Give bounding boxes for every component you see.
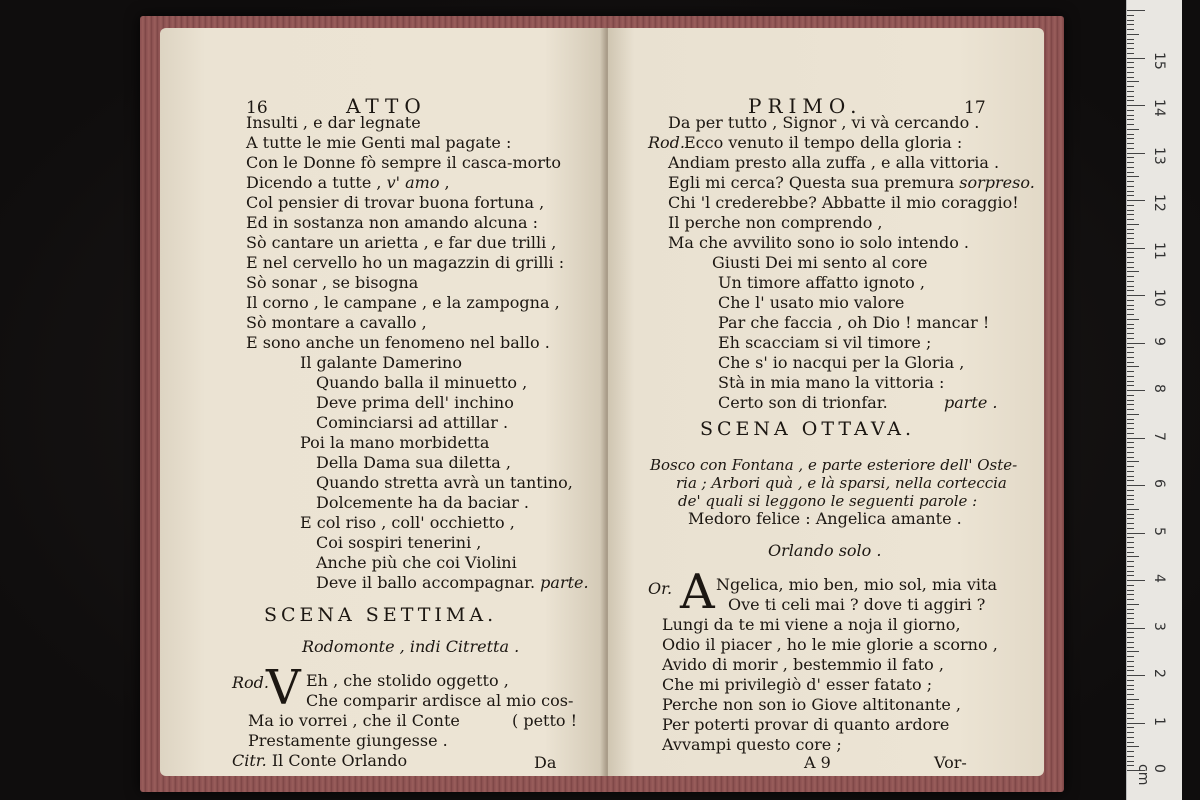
ruler-tick	[1127, 423, 1134, 424]
dialogue-line: Che comparir ardisce al mio cos-	[306, 691, 574, 710]
ruler-tick	[1127, 362, 1134, 363]
ruler-tick	[1127, 29, 1134, 30]
ruler-tick	[1127, 670, 1134, 671]
ruler-tick	[1127, 685, 1134, 686]
ruler-tick	[1127, 756, 1134, 757]
ruler-tick	[1127, 718, 1134, 719]
ruler-tick	[1127, 604, 1139, 605]
aria-line: Par che faccia , oh Dio ! mancar !	[718, 313, 990, 332]
aria-line: Giusti Dei mi sento al core	[712, 253, 928, 272]
ruler-tick	[1127, 295, 1145, 296]
catchword: Vor-	[934, 753, 967, 772]
italic-word: sorpreso.	[959, 173, 1035, 192]
dialogue-line: Che mi privilegiò d' esser fatato ;	[662, 675, 933, 694]
ruler-number: 0 cm	[1135, 764, 1167, 786]
ruler-tick	[1127, 138, 1134, 139]
drop-cap: A	[680, 564, 715, 620]
verse-line: E nel cervello ho un magazzin di grilli :	[246, 253, 565, 272]
dialogue-line: Per poterti provar di quanto ardore	[662, 715, 950, 734]
ruler-tick	[1127, 742, 1134, 743]
stage-direction: parte .	[944, 393, 998, 412]
verse-line: Insulti , e dar legnate	[246, 113, 421, 132]
ruler-tick	[1127, 442, 1134, 443]
ruler-tick	[1127, 404, 1134, 405]
verse-line: Ed in sostanza non amando alcuna :	[246, 213, 538, 232]
ruler-tick	[1127, 723, 1145, 724]
verse-line: Con le Donne fò sempre il casca-morto	[246, 153, 561, 172]
ruler-number: 2	[1151, 669, 1167, 678]
ruler-tick	[1127, 319, 1139, 320]
ruler-tick	[1127, 400, 1134, 401]
ruler-number: 7	[1151, 431, 1167, 441]
ruler-tick	[1127, 485, 1145, 486]
ruler-tick	[1127, 761, 1134, 762]
stage-direction: ria ; Arbori quà , e là sparsi, nella corteccia	[676, 474, 1007, 492]
right-page	[608, 28, 1044, 776]
ruler-tick	[1127, 10, 1145, 11]
ruler-tick	[1127, 618, 1134, 619]
ruler-tick	[1127, 613, 1134, 614]
ruler-tick	[1127, 43, 1134, 44]
ruler-tick	[1127, 267, 1134, 268]
verse-line: E sono anche un fenomeno nel ballo .	[246, 333, 550, 352]
ruler-number: 1	[1151, 716, 1167, 726]
aria-line: Il galante Damerino	[300, 353, 462, 372]
ruler-tick	[1127, 305, 1134, 306]
dialogue-line: Il perche non comprendo ,	[668, 213, 883, 232]
ruler-tick	[1127, 195, 1134, 196]
ruler-tick	[1127, 727, 1134, 728]
ruler-tick	[1127, 433, 1134, 434]
ruler-tick	[1127, 24, 1134, 25]
speaker-label: Or.	[648, 579, 673, 598]
ruler-tick	[1127, 461, 1139, 462]
ruler-tick	[1127, 371, 1134, 372]
ruler-tick	[1127, 528, 1134, 529]
dialogue-line	[668, 174, 1035, 192]
ruler-tick	[1127, 637, 1134, 638]
ruler-tick	[1127, 732, 1134, 733]
ruler-tick	[1127, 148, 1134, 149]
ruler-tick	[1127, 599, 1134, 600]
dialogue-line: Eh , che stolido oggetto ,	[306, 671, 509, 690]
ruler-tick	[1127, 153, 1145, 154]
ruler-tick	[1127, 343, 1145, 344]
aria-line: Quando balla il minuetto ,	[316, 373, 528, 392]
ruler-tick	[1127, 39, 1134, 40]
ruler-tick	[1127, 632, 1134, 633]
ruler-number: 12	[1151, 194, 1167, 212]
aria-line: Che l' usato mio valore	[718, 293, 905, 312]
drop-cap: V	[266, 660, 301, 716]
ruler-tick	[1127, 181, 1134, 182]
ruler-tick	[1127, 48, 1134, 49]
ruler-tick	[1127, 642, 1134, 643]
verse-line: Col pensier di trovar buona fortuna ,	[246, 193, 545, 212]
ruler-tick	[1127, 271, 1139, 272]
ruler-tick	[1127, 176, 1139, 177]
ruler-tick	[1127, 609, 1134, 610]
ruler-tick	[1127, 585, 1134, 586]
ruler-tick	[1127, 457, 1134, 458]
ruler-tick	[1127, 357, 1134, 358]
ruler-tick	[1127, 248, 1145, 249]
ruler-tick	[1127, 499, 1134, 500]
ruler-tick	[1127, 594, 1134, 595]
ruler-tick	[1127, 229, 1134, 230]
ruler-tick	[1127, 366, 1139, 367]
signature-mark: A 9	[804, 753, 831, 772]
ruler-tick	[1127, 385, 1134, 386]
ruler-tick	[1127, 338, 1134, 339]
dialogue-text: Egli mi cerca? Questa sua premura	[668, 173, 955, 192]
verse-line: Sò cantare un arietta , e far due trilli ,	[246, 233, 557, 252]
dialogue-line	[232, 752, 407, 770]
ruler-tick	[1127, 523, 1134, 524]
scene-title: SCENA SETTIMA.	[264, 604, 498, 626]
ruler-number: 9	[1151, 336, 1167, 346]
ruler-tick	[1127, 62, 1134, 63]
ruler-tick	[1127, 514, 1134, 515]
stage-direction: Bosco con Fontana , e parte esteriore dell' Oste-	[650, 456, 1018, 474]
ruler-tick	[1127, 737, 1134, 738]
ruler-tick	[1127, 381, 1134, 382]
ruler-tick	[1127, 656, 1134, 657]
dialogue-line: Chi 'l crederebbe? Abbatte il mio coraggio!	[668, 193, 1019, 212]
stage-direction: parte.	[540, 573, 589, 592]
ruler-tick	[1127, 452, 1134, 453]
ruler-tick	[1127, 509, 1139, 510]
ruler-number: 11	[1151, 241, 1167, 260]
ruler-tick	[1127, 172, 1134, 173]
dialogue-line: Avvampi questo core ;	[662, 735, 842, 754]
right-page-number: 17	[964, 98, 986, 118]
verse-text: Dicendo a tutte ,	[246, 173, 382, 192]
aria-line: Anche più che coi Violini	[316, 553, 517, 572]
dialogue-line: Ove ti celi mai ? dove ti aggiri ?	[728, 595, 986, 614]
dialogue-line: Odio il piacer , ho le mie glorie a scorno ,	[662, 635, 998, 654]
ruler-number: 5	[1151, 526, 1167, 536]
speaker-label: Rod.	[648, 133, 686, 152]
ruler-tick	[1127, 81, 1139, 82]
ruler-tick	[1127, 580, 1145, 581]
ruler-tick	[1127, 556, 1139, 557]
ruler-tick	[1127, 257, 1134, 258]
ruler-tick	[1127, 647, 1134, 648]
ruler-tick	[1127, 200, 1145, 201]
ruler-tick	[1127, 314, 1134, 315]
ruler-number: 4	[1151, 574, 1167, 583]
ruler-tick	[1127, 466, 1134, 467]
ruler-tick	[1127, 191, 1134, 192]
ruler-tick	[1127, 186, 1134, 187]
ruler-tick	[1127, 15, 1134, 16]
dialogue-line: Da per tutto , Signor , vi và cercando .	[668, 113, 980, 132]
ruler-tick	[1127, 233, 1134, 234]
ruler-tick	[1127, 480, 1134, 481]
aria-line	[316, 574, 589, 592]
ruler-tick	[1127, 708, 1134, 709]
aria-line: Cominciarsi ad attillar .	[316, 413, 509, 432]
aria-line: Coi sospiri tenerini ,	[316, 533, 482, 552]
verse-line: Il corno , le campane , e la zampogna ,	[246, 293, 560, 312]
aria-line: Dolcemente ha da baciar .	[316, 493, 529, 512]
ruler-tick	[1127, 428, 1134, 429]
ruler-number: 10	[1151, 289, 1167, 307]
ruler-tick	[1127, 765, 1134, 766]
ruler-tick	[1127, 214, 1134, 215]
verse-line: Sò montare a cavallo ,	[246, 313, 427, 332]
ruler-tick	[1127, 414, 1139, 415]
ruler-tick	[1127, 419, 1134, 420]
left-page-number: 16	[246, 98, 268, 118]
ruler-tick	[1127, 243, 1134, 244]
ruler-tick	[1127, 352, 1134, 353]
ruler-tick	[1127, 309, 1134, 310]
scene-characters: Orlando solo .	[768, 541, 882, 560]
measurement-ruler	[1126, 0, 1182, 800]
ruler-tick	[1127, 77, 1134, 78]
catchword: Da	[534, 753, 557, 772]
ruler-tick	[1127, 129, 1139, 130]
verse-line: A tutte le mie Genti mal pagate :	[246, 133, 512, 152]
ruler-tick	[1127, 91, 1134, 92]
ruler-number: 14	[1151, 99, 1167, 117]
left-page	[160, 28, 612, 776]
scene-title: SCENA OTTAVA.	[700, 418, 916, 440]
ruler-tick	[1127, 224, 1139, 225]
dialogue-line: Andiam presto alla zuffa , e alla vittoria .	[668, 153, 1000, 172]
left-running-header: ATTO	[346, 94, 427, 118]
ruler-tick	[1127, 699, 1139, 700]
ruler-tick	[1127, 376, 1134, 377]
ruler-tick	[1127, 561, 1134, 562]
ruler-tick	[1127, 542, 1134, 543]
ruler-tick	[1127, 124, 1134, 125]
aria-line: Della Dama sua diletta ,	[316, 453, 511, 472]
verse-text: Deve il ballo accompagnar.	[316, 573, 536, 592]
ruler-number: 8	[1151, 384, 1167, 393]
dialogue-line: Ma io vorrei , che il Conte	[248, 711, 460, 730]
ruler-tick	[1127, 751, 1134, 752]
speaker-label: Citr.	[232, 751, 267, 770]
ruler-tick	[1127, 661, 1134, 662]
ruler-tick	[1127, 694, 1134, 695]
dialogue-line: Ecco venuto il tempo della gloria :	[684, 133, 963, 152]
ruler-tick	[1127, 162, 1134, 163]
ruler-tick	[1127, 438, 1145, 439]
ruler-tick	[1127, 333, 1134, 334]
ruler-tick	[1127, 476, 1134, 477]
ruler-tick	[1127, 666, 1134, 667]
ruler-tick	[1127, 746, 1139, 747]
dialogue-line: Avido di morir , bestemmio il fato ,	[662, 655, 944, 674]
aria-line: Poi la mano morbidetta	[300, 433, 490, 452]
ruler-tick	[1127, 157, 1134, 158]
ruler-tick	[1127, 286, 1134, 287]
ruler-tick	[1127, 219, 1134, 220]
inscription: Medoro felice : Angelica amante .	[688, 509, 962, 528]
ruler-tick	[1127, 34, 1139, 35]
ruler-tick	[1127, 252, 1134, 253]
dialogue-line: Lungi da te mi viene a noja il giorno,	[662, 615, 961, 634]
ruler-tick	[1127, 675, 1145, 676]
aria-line: Che s' io nacqui per la Gloria ,	[718, 353, 965, 372]
right-running-header: PRIMO.	[748, 94, 863, 118]
ruler-tick	[1127, 205, 1134, 206]
ruler-tick	[1127, 590, 1134, 591]
aria-line: Eh scacciam si vil timore ;	[718, 333, 932, 352]
ruler-tick	[1127, 409, 1134, 410]
speaker-label: Rod.	[232, 673, 270, 692]
italic-v-amo: v' amo	[386, 173, 440, 192]
dialogue-line: Prestamente giungesse .	[248, 731, 448, 750]
ruler-tick	[1127, 105, 1145, 106]
ruler-tick	[1127, 72, 1134, 73]
ruler-tick	[1127, 167, 1134, 168]
ruler-tick	[1127, 490, 1134, 491]
ruler-tick	[1127, 100, 1134, 101]
ruler-tick	[1127, 210, 1134, 211]
ruler-tick	[1127, 347, 1134, 348]
dialogue-line: Perche non son io Giove altitonante ,	[662, 695, 961, 714]
ruler-tick	[1127, 471, 1134, 472]
ruler-tick	[1127, 67, 1134, 68]
aria-line: Un timore affatto ignoto ,	[718, 273, 925, 292]
ruler-tick	[1127, 324, 1134, 325]
ruler-tick	[1127, 447, 1134, 448]
ruler-tick	[1127, 623, 1134, 624]
aria-line: Deve prima dell' inchino	[316, 393, 514, 412]
ruler-tick	[1127, 300, 1134, 301]
ruler-tick	[1127, 238, 1134, 239]
scene-characters: Rodomonte , indi Citretta .	[302, 637, 520, 656]
ruler-number: 15	[1151, 51, 1167, 70]
ruler-tick	[1127, 276, 1134, 277]
ruler-tick	[1127, 537, 1134, 538]
ruler-tick	[1127, 533, 1145, 534]
ruler-tick	[1127, 115, 1134, 116]
ruler-tick	[1127, 110, 1134, 111]
ruler-tick	[1127, 290, 1134, 291]
ruler-tick	[1127, 547, 1134, 548]
ruler-tick	[1127, 566, 1134, 567]
ruler-tick	[1127, 552, 1134, 553]
ruler-tick	[1127, 713, 1134, 714]
ruler-tick	[1127, 651, 1139, 652]
aria-line: Quando stretta avrà un tantino,	[316, 473, 573, 492]
aria-line: Certo son di trionfar.	[718, 393, 888, 412]
dialogue-line: Ngelica, mio ben, mio sol, mia vita	[716, 575, 997, 594]
turnover-word: ( petto !	[512, 711, 578, 730]
ruler-tick	[1127, 628, 1145, 629]
ruler-tick	[1127, 143, 1134, 144]
ruler-tick	[1127, 571, 1134, 572]
ruler-tick	[1127, 262, 1134, 263]
verse-line: Sò sonar , se bisogna	[246, 273, 419, 292]
aria-line: E col riso , coll' occhietto ,	[300, 513, 515, 532]
dialogue-line: Ma che avvilito sono io solo intendo .	[668, 233, 969, 252]
ruler-tick	[1127, 495, 1134, 496]
ruler-tick	[1127, 58, 1145, 59]
ruler-tick	[1127, 53, 1134, 54]
aria-line: Stà in mia mano la vittoria :	[718, 373, 945, 392]
ruler-tick	[1127, 20, 1134, 21]
ruler-number: 6	[1151, 479, 1167, 488]
ruler-tick	[1127, 518, 1134, 519]
ruler-tick	[1127, 281, 1134, 282]
ruler-tick	[1127, 504, 1134, 505]
ruler-tick	[1127, 575, 1134, 576]
verse-line: Dicendo a tutte , v' amo ,	[246, 173, 450, 192]
ruler-tick	[1127, 134, 1134, 135]
ruler-tick	[1127, 96, 1134, 97]
stage-direction: de' quali si leggono le seguenti parole :	[678, 492, 978, 510]
ruler-number: 13	[1151, 146, 1167, 165]
ruler-tick	[1127, 328, 1134, 329]
ruler-tick	[1127, 86, 1134, 87]
ruler-tick	[1127, 119, 1134, 120]
ruler-number: 3	[1151, 621, 1167, 631]
ruler-tick	[1127, 395, 1134, 396]
ruler-tick	[1127, 390, 1145, 391]
dialogue-text: Il Conte Orlando	[271, 751, 408, 770]
ruler-tick	[1127, 704, 1134, 705]
ruler-tick	[1127, 680, 1134, 681]
ruler-tick	[1127, 689, 1134, 690]
